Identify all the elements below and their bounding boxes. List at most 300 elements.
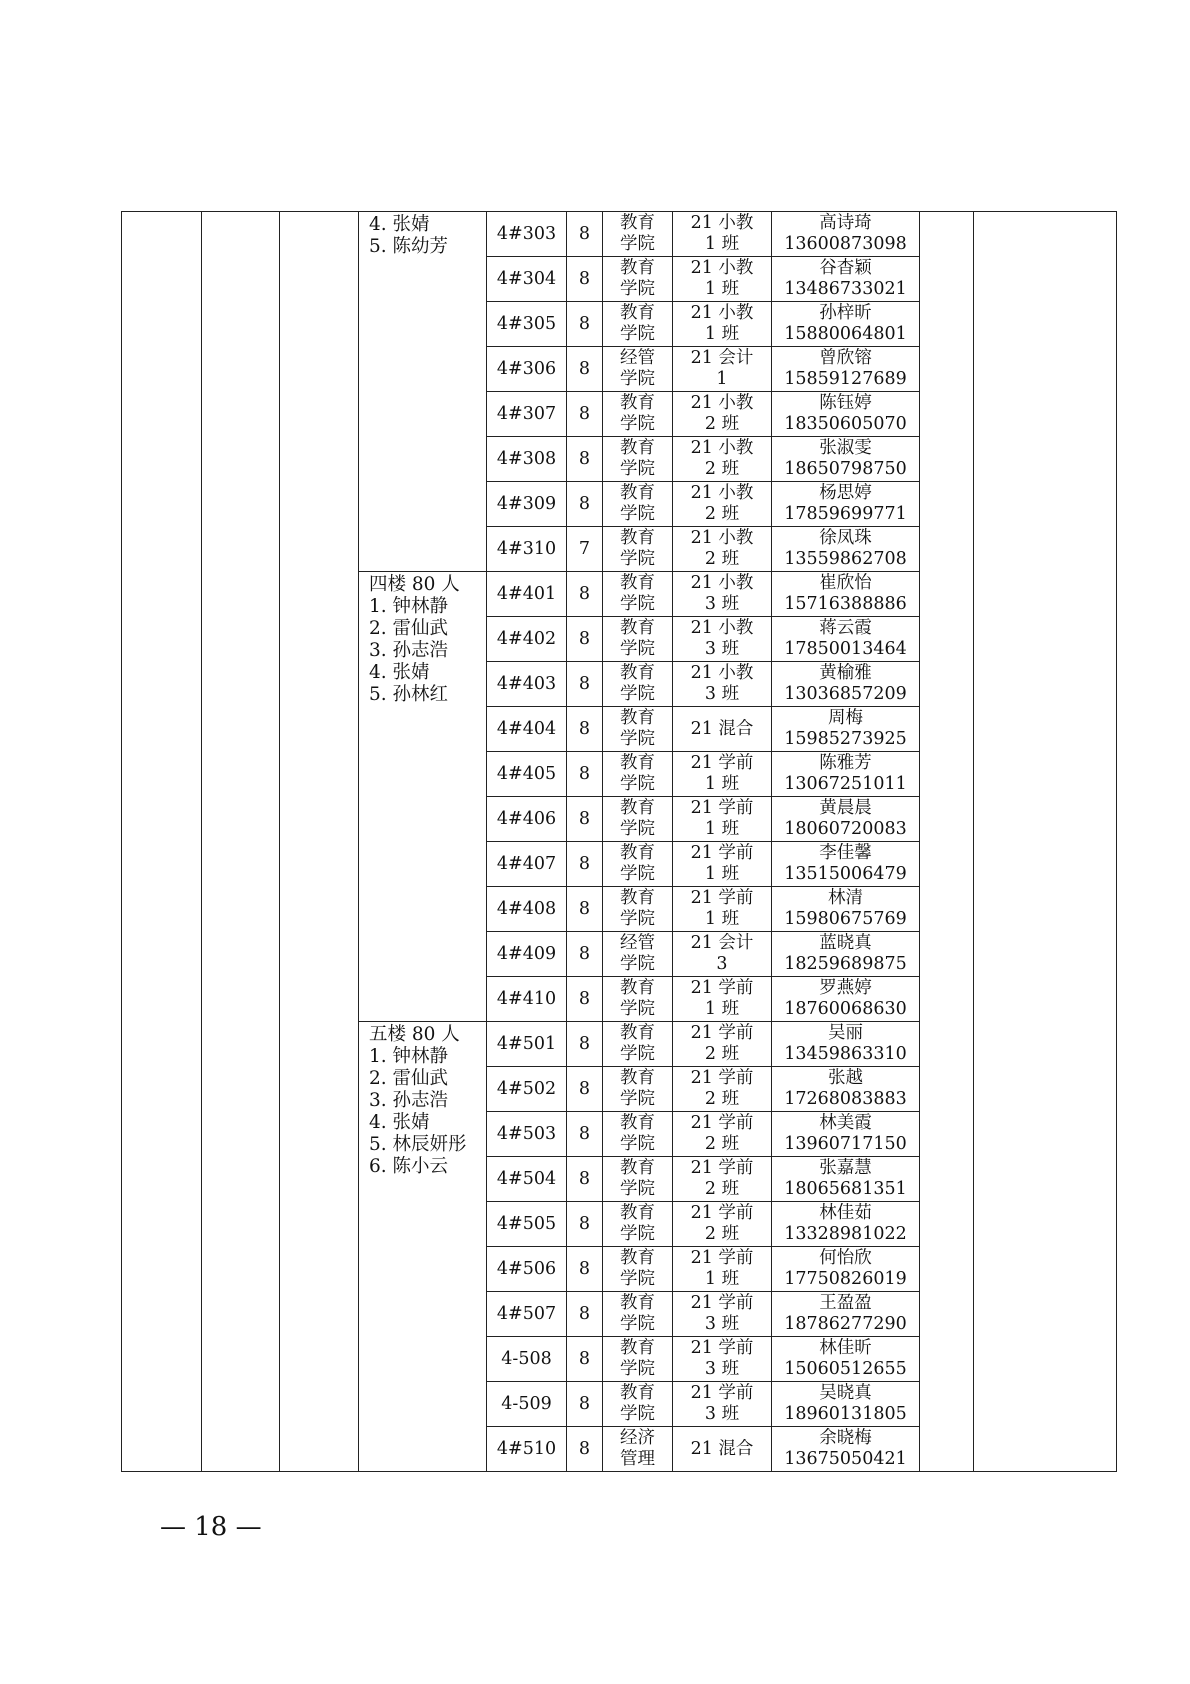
cell-line: 学院 [620, 1134, 655, 1154]
cell-line: 学院 [620, 774, 655, 794]
cell-line: 学院 [620, 684, 655, 704]
cell-line: 2 班 [704, 504, 740, 524]
leader-name: 林佳昕 [819, 1338, 872, 1358]
leader-name: 吴丽 [828, 1023, 863, 1043]
leader-phone: 13559862708 [784, 549, 907, 569]
cell-line: 学院 [620, 729, 655, 749]
class-cell [673, 392, 772, 437]
college-cell [603, 887, 673, 932]
cell-line: 2. 雷仙武 [369, 1068, 449, 1089]
leader-cell [772, 437, 920, 482]
class-cell [673, 437, 772, 482]
cell-line: 21 学前 [690, 1338, 754, 1358]
room-cell: 4#408 [487, 887, 567, 932]
count-cell: 8 [567, 212, 603, 257]
cell-line: 3 班 [704, 1314, 740, 1334]
count-cell: 8 [567, 977, 603, 1022]
blank-col-2 [202, 212, 280, 1472]
leader-name: 周梅 [828, 708, 863, 728]
cell-line: 21 学前 [690, 798, 754, 818]
leader-phone: 15985273925 [784, 729, 907, 749]
leader-cell [772, 887, 920, 932]
leader-phone: 18065681351 [784, 1179, 907, 1199]
cell-line: 21 学前 [690, 888, 754, 908]
cell-line: 学院 [620, 504, 655, 524]
leader-phone: 13600873098 [784, 234, 907, 254]
cell-line: 21 学前 [690, 978, 754, 998]
count-cell: 8 [567, 1292, 603, 1337]
room-cell: 4#507 [487, 1292, 567, 1337]
count-cell: 8 [567, 707, 603, 752]
room-cell: 4#409 [487, 932, 567, 977]
leader-phone: 15880064801 [784, 324, 907, 344]
leader-name: 蒋云霞 [819, 618, 872, 638]
leader-phone: 18960131805 [784, 1404, 907, 1424]
cell-line: 3 班 [704, 1359, 740, 1379]
leader-name: 林清 [828, 888, 863, 908]
count-cell: 8 [567, 257, 603, 302]
class-cell [673, 662, 772, 707]
class-cell [673, 1427, 772, 1472]
count-cell: 8 [567, 887, 603, 932]
cell-line: 学院 [620, 459, 655, 479]
college-cell [603, 392, 673, 437]
leader-name: 黄榆雅 [819, 663, 872, 683]
leader-cell [772, 977, 920, 1022]
cell-line: 学院 [620, 1269, 655, 1289]
cell-line: 教育 [620, 798, 655, 818]
cell-line: 1. 钟林静 [369, 1046, 449, 1067]
cell-line: 5. 林辰妍彤 [369, 1134, 467, 1155]
leader-phone: 15980675769 [784, 909, 907, 929]
leader-phone: 13960717150 [784, 1134, 907, 1154]
blank-col-11 [974, 212, 1117, 1472]
class-cell [673, 842, 772, 887]
leader-phone: 15060512655 [784, 1359, 907, 1379]
count-cell: 8 [567, 1022, 603, 1067]
cell-line: 2 班 [704, 1179, 740, 1199]
leader-cell [772, 1427, 920, 1472]
room-cell: 4#404 [487, 707, 567, 752]
college-cell [603, 572, 673, 617]
cell-line: 学院 [620, 594, 655, 614]
blank-col-10 [920, 212, 974, 1472]
leader-phone: 17750826019 [784, 1269, 907, 1289]
class-cell [673, 1247, 772, 1292]
college-cell [603, 1202, 673, 1247]
leader-cell [772, 572, 920, 617]
leader-cell [772, 482, 920, 527]
class-cell [673, 1337, 772, 1382]
leader-name: 张淑雯 [819, 438, 872, 458]
cell-line: 学院 [620, 234, 655, 254]
blank-col-3 [280, 212, 359, 1472]
cell-line: 21 学前 [690, 1023, 754, 1043]
count-cell: 8 [567, 302, 603, 347]
class-cell [673, 707, 772, 752]
class-cell [673, 797, 772, 842]
room-cell: 4#308 [487, 437, 567, 482]
room-cell: 4#309 [487, 482, 567, 527]
college-cell [603, 797, 673, 842]
leader-phone: 13675050421 [784, 1449, 907, 1469]
room-cell: 4#504 [487, 1157, 567, 1202]
cell-line: 学院 [620, 864, 655, 884]
leader-phone: 13036857209 [784, 684, 907, 704]
cell-line: 教育 [620, 1113, 655, 1133]
cell-line: 2 班 [704, 1224, 740, 1244]
cell-line: 教育 [620, 1203, 655, 1223]
cell-line: 学院 [620, 369, 655, 389]
cell-line: 学院 [620, 1359, 655, 1379]
room-cell: 4#307 [487, 392, 567, 437]
cell-line: 教育 [620, 528, 655, 548]
room-cell: 4-509 [487, 1382, 567, 1427]
cell-line: 教育 [620, 393, 655, 413]
cell-line: 学院 [620, 1224, 655, 1244]
class-cell [673, 572, 772, 617]
leader-phone: 17850013464 [784, 639, 907, 659]
cell-line: 1 [716, 369, 728, 389]
leader-name: 曾欣镕 [819, 348, 872, 368]
cell-line: 21 小教 [690, 258, 754, 278]
class-cell [673, 302, 772, 347]
class-cell [673, 1022, 772, 1067]
cell-line: 21 小教 [690, 213, 754, 233]
count-cell: 8 [567, 662, 603, 707]
leader-name: 何怡欣 [819, 1248, 872, 1268]
leader-cell [772, 707, 920, 752]
cell-line: 1 班 [704, 999, 740, 1019]
count-cell: 8 [567, 1067, 603, 1112]
class-cell [673, 1382, 772, 1427]
count-cell: 8 [567, 1112, 603, 1157]
class-cell [673, 1157, 772, 1202]
leader-phone: 15716388886 [784, 594, 907, 614]
room-cell: 4#402 [487, 617, 567, 662]
cell-line: 学院 [620, 999, 655, 1019]
cell-line: 21 学前 [690, 1113, 754, 1133]
cell-line: 学院 [620, 1044, 655, 1064]
cell-line: 21 混合 [690, 1438, 754, 1459]
college-cell [603, 482, 673, 527]
leader-name: 王盈盈 [819, 1293, 872, 1313]
cell-line: 21 小教 [690, 438, 754, 458]
college-cell [603, 1292, 673, 1337]
count-cell: 8 [567, 752, 603, 797]
cell-line: 3 [716, 954, 728, 974]
cell-line: 21 学前 [690, 843, 754, 863]
cell-line: 教育 [620, 1293, 655, 1313]
count-cell: 8 [567, 1337, 603, 1382]
cell-line: 1 班 [704, 279, 740, 299]
college-cell [603, 1382, 673, 1427]
cell-line: 1 班 [704, 234, 740, 254]
cell-line: 教育 [620, 708, 655, 728]
college-cell [603, 932, 673, 977]
college-cell [603, 347, 673, 392]
supervisor-cell [359, 1022, 487, 1472]
leader-cell [772, 662, 920, 707]
leader-cell [772, 1337, 920, 1382]
count-cell: 8 [567, 437, 603, 482]
cell-line: 学院 [620, 639, 655, 659]
cell-line: 3 班 [704, 684, 740, 704]
college-cell [603, 662, 673, 707]
class-cell [673, 617, 772, 662]
count-cell: 8 [567, 617, 603, 662]
cell-line: 3. 孙志浩 [369, 640, 449, 661]
leader-name: 崔欣怡 [819, 573, 872, 593]
leader-phone: 18350605070 [784, 414, 907, 434]
room-cell: 4#502 [487, 1067, 567, 1112]
cell-line: 教育 [620, 213, 655, 233]
cell-line: 教育 [620, 843, 655, 863]
room-cell: 4-508 [487, 1337, 567, 1382]
count-cell: 8 [567, 392, 603, 437]
cell-line: 21 小教 [690, 573, 754, 593]
room-cell: 4#407 [487, 842, 567, 887]
cell-line: 教育 [620, 483, 655, 503]
cell-line: 1 班 [704, 864, 740, 884]
leader-phone: 18650798750 [784, 459, 907, 479]
cell-line: 学院 [620, 1404, 655, 1424]
cell-line: 教育 [620, 618, 655, 638]
cell-line: 2 班 [704, 549, 740, 569]
cell-line: 3. 孙志浩 [369, 1090, 449, 1111]
cell-line: 五楼 80 人 [369, 1024, 460, 1045]
room-cell: 4#406 [487, 797, 567, 842]
cell-line: 教育 [620, 1158, 655, 1178]
room-cell: 4#305 [487, 302, 567, 347]
cell-line: 教育 [620, 258, 655, 278]
class-cell [673, 527, 772, 572]
leader-cell [772, 842, 920, 887]
cell-line: 1. 钟林静 [369, 596, 449, 617]
cell-line: 1 班 [704, 909, 740, 929]
class-cell [673, 752, 772, 797]
room-cell: 4#510 [487, 1427, 567, 1472]
cell-line: 教育 [620, 303, 655, 323]
cell-line: 教育 [620, 888, 655, 908]
college-cell [603, 302, 673, 347]
room-cell: 4#505 [487, 1202, 567, 1247]
cell-line: 2 班 [704, 1089, 740, 1109]
leader-name: 黄晨晨 [819, 798, 872, 818]
leader-cell [772, 302, 920, 347]
leader-name: 徐凤珠 [819, 528, 872, 548]
room-cell: 4#501 [487, 1022, 567, 1067]
cell-line: 1 班 [704, 324, 740, 344]
cell-line: 21 会计 [690, 933, 754, 953]
leader-cell [772, 347, 920, 392]
cell-line: 教育 [620, 1248, 655, 1268]
table-row [122, 212, 1117, 257]
cell-line: 2 班 [704, 1134, 740, 1154]
leader-name: 张嘉慧 [819, 1158, 872, 1178]
cell-line: 3 班 [704, 1404, 740, 1424]
dormitory-table [121, 211, 1117, 1472]
leader-name: 吴晓真 [819, 1383, 872, 1403]
college-cell [603, 617, 673, 662]
cell-line: 经管 [620, 933, 655, 953]
leader-phone: 13486733021 [784, 279, 907, 299]
class-cell [673, 1112, 772, 1157]
leader-name: 余晓梅 [819, 1428, 872, 1448]
cell-line: 3 班 [704, 639, 740, 659]
leader-name: 高诗琦 [819, 213, 872, 233]
cell-line: 教育 [620, 1338, 655, 1358]
cell-line: 教育 [620, 1068, 655, 1088]
college-cell [603, 1067, 673, 1112]
leader-phone: 13328981022 [784, 1224, 907, 1244]
cell-line: 2. 雷仙武 [369, 618, 449, 639]
leader-cell [772, 1157, 920, 1202]
room-cell: 4#506 [487, 1247, 567, 1292]
leader-name: 罗燕婷 [819, 978, 872, 998]
cell-line: 21 学前 [690, 1158, 754, 1178]
cell-line: 21 学前 [690, 1293, 754, 1313]
cell-line: 2 班 [704, 414, 740, 434]
count-cell: 8 [567, 347, 603, 392]
college-cell [603, 1112, 673, 1157]
cell-line: 21 小教 [690, 618, 754, 638]
cell-line: 教育 [620, 1383, 655, 1403]
count-cell: 8 [567, 1202, 603, 1247]
cell-line: 21 小教 [690, 393, 754, 413]
count-cell: 8 [567, 572, 603, 617]
cell-line: 21 会计 [690, 348, 754, 368]
college-cell [603, 1427, 673, 1472]
leader-name: 李佳馨 [819, 843, 872, 863]
supervisor-cell [359, 212, 487, 572]
page-number: — 18 — [160, 1512, 262, 1542]
class-cell [673, 482, 772, 527]
cell-line: 6. 陈小云 [369, 1156, 449, 1177]
leader-phone: 17268083883 [784, 1089, 907, 1109]
room-cell: 4#303 [487, 212, 567, 257]
count-cell: 8 [567, 842, 603, 887]
class-cell [673, 212, 772, 257]
leader-cell [772, 932, 920, 977]
cell-line: 教育 [620, 753, 655, 773]
leader-cell [772, 212, 920, 257]
cell-line: 21 学前 [690, 1068, 754, 1088]
leader-cell [772, 752, 920, 797]
leader-name: 孙梓昕 [819, 303, 872, 323]
count-cell: 8 [567, 1247, 603, 1292]
table-body [122, 212, 1117, 1472]
leader-name: 蓝晓真 [819, 933, 872, 953]
cell-line: 4. 张婧 [369, 662, 430, 683]
leader-phone: 13515006479 [784, 864, 907, 884]
cell-line: 教育 [620, 663, 655, 683]
count-cell: 8 [567, 1382, 603, 1427]
room-cell: 4#304 [487, 257, 567, 302]
cell-line: 21 学前 [690, 1203, 754, 1223]
cell-line: 21 学前 [690, 1248, 754, 1268]
count-cell: 7 [567, 527, 603, 572]
cell-line: 21 小教 [690, 483, 754, 503]
leader-name: 陈钰婷 [819, 393, 872, 413]
cell-line: 学院 [620, 1179, 655, 1199]
cell-line: 1 班 [704, 819, 740, 839]
cell-line: 学院 [620, 279, 655, 299]
cell-line: 管理 [620, 1449, 655, 1469]
leader-name: 林佳茹 [819, 1203, 872, 1223]
leader-cell [772, 527, 920, 572]
room-cell: 4#401 [487, 572, 567, 617]
leader-cell [772, 617, 920, 662]
leader-cell [772, 1067, 920, 1112]
leader-cell [772, 1292, 920, 1337]
leader-cell [772, 797, 920, 842]
college-cell [603, 707, 673, 752]
cell-line: 四楼 80 人 [369, 574, 460, 595]
count-cell: 8 [567, 1157, 603, 1202]
cell-line: 教育 [620, 978, 655, 998]
cell-line: 4. 张婧 [369, 1112, 430, 1133]
count-cell: 8 [567, 797, 603, 842]
room-cell: 4#405 [487, 752, 567, 797]
cell-line: 21 学前 [690, 1383, 754, 1403]
supervisor-cell [359, 572, 487, 1022]
college-cell [603, 1337, 673, 1382]
class-cell [673, 347, 772, 392]
leader-cell [772, 1382, 920, 1427]
leader-name: 谷杳颖 [819, 258, 872, 278]
count-cell: 8 [567, 1427, 603, 1472]
cell-line: 1 班 [704, 1269, 740, 1289]
leader-phone: 18760068630 [784, 999, 907, 1019]
leader-name: 张越 [828, 1068, 863, 1088]
college-cell [603, 977, 673, 1022]
college-cell [603, 752, 673, 797]
leader-phone: 18259689875 [784, 954, 907, 974]
room-cell: 4#410 [487, 977, 567, 1022]
leader-cell [772, 257, 920, 302]
cell-line: 21 小教 [690, 663, 754, 683]
leader-cell [772, 1247, 920, 1292]
leader-cell [772, 1202, 920, 1247]
blank-col-1 [122, 212, 202, 1472]
leader-phone: 17859699771 [784, 504, 907, 524]
cell-line: 21 小教 [690, 303, 754, 323]
cell-line: 4. 张婧 [369, 214, 430, 235]
cell-line: 1 班 [704, 774, 740, 794]
leader-phone: 18060720083 [784, 819, 907, 839]
cell-line: 21 混合 [690, 718, 754, 739]
class-cell [673, 1202, 772, 1247]
cell-line: 学院 [620, 954, 655, 974]
cell-line: 学院 [620, 1089, 655, 1109]
leader-name: 杨思婷 [819, 483, 872, 503]
cell-line: 21 小教 [690, 528, 754, 548]
room-cell: 4#503 [487, 1112, 567, 1157]
cell-line: 经管 [620, 348, 655, 368]
class-cell [673, 257, 772, 302]
college-cell [603, 1157, 673, 1202]
leader-phone: 13067251011 [784, 774, 907, 794]
leader-phone: 13459863310 [784, 1044, 907, 1064]
college-cell [603, 257, 673, 302]
cell-line: 学院 [620, 549, 655, 569]
cell-line: 3 班 [704, 594, 740, 614]
leader-name: 陈雅芳 [819, 753, 872, 773]
leader-name: 林美霞 [819, 1113, 872, 1133]
cell-line: 学院 [620, 819, 655, 839]
cell-line: 教育 [620, 573, 655, 593]
